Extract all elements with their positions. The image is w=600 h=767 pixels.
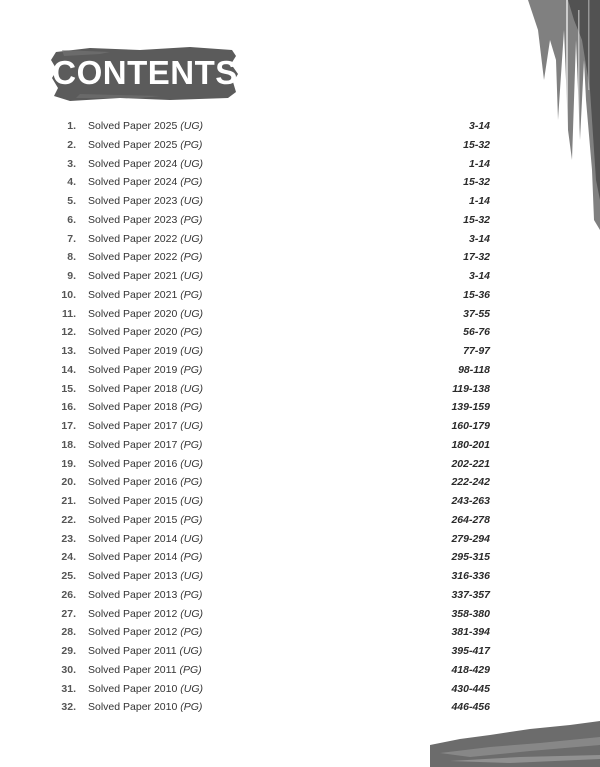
entry-title-text: Solved Paper 2020 xyxy=(88,307,181,320)
entry-level-tag: (PG) xyxy=(180,513,203,526)
entry-title xyxy=(88,698,202,717)
entry-number: 3. xyxy=(67,157,76,170)
entry-page-range: 139-159 xyxy=(451,401,490,414)
entry-level-tag: (PG) xyxy=(180,551,203,564)
entry-page-range: 3-14 xyxy=(468,232,490,245)
toc-entry xyxy=(58,680,498,699)
entry-level-tag: (PG) xyxy=(180,588,203,601)
entry-number: 17. xyxy=(61,420,76,432)
entry-title-text: Solved Paper 2010 xyxy=(88,701,181,714)
entry-page-range: 202-221 xyxy=(451,457,490,470)
toc-entry xyxy=(58,661,498,680)
entry-title xyxy=(88,361,202,380)
entry-number: 9. xyxy=(67,270,76,282)
entry-title-text: Solved Paper 2016 xyxy=(88,476,181,489)
toc-entry xyxy=(58,605,498,624)
entry-title xyxy=(88,661,202,680)
entry-title xyxy=(88,286,202,305)
toc-entry xyxy=(58,586,498,605)
entry-number: 31. xyxy=(61,682,76,695)
entry-title-text: Solved Paper 2015 xyxy=(88,495,181,507)
entry-title xyxy=(88,230,203,249)
entry-number: 14. xyxy=(61,363,76,376)
entry-page-range: 418-429 xyxy=(451,663,490,676)
entry-title xyxy=(88,117,203,136)
entry-title-text: Solved Paper 2019 xyxy=(88,363,181,376)
entry-number: 29. xyxy=(61,645,76,657)
toc-entry xyxy=(58,567,498,586)
entry-title-text: Solved Paper 2021 xyxy=(88,288,181,301)
toc-entry xyxy=(58,623,498,642)
toc-entry xyxy=(58,511,498,530)
toc-entry xyxy=(58,530,498,549)
entry-title-text: Solved Paper 2015 xyxy=(88,513,181,526)
entry-number: 1. xyxy=(67,120,76,132)
toc-entry xyxy=(58,173,498,192)
entry-page-range: 77-97 xyxy=(463,345,490,357)
entry-page-range: 381-394 xyxy=(451,626,490,639)
entry-title-text: Solved Paper 2014 xyxy=(88,551,181,564)
entry-page-range: 15-32 xyxy=(463,176,490,189)
entry-number: 21. xyxy=(61,495,76,507)
entry-number: 5. xyxy=(67,195,76,207)
toc-entry xyxy=(58,455,498,474)
entry-level-tag: (PG) xyxy=(180,138,203,151)
entry-level-tag: (UG) xyxy=(180,232,203,245)
entry-number: 8. xyxy=(67,251,76,264)
entry-level-tag: (PG) xyxy=(180,701,203,714)
entry-title-text: Solved Paper 2016 xyxy=(88,457,181,470)
entry-page-range: 358-380 xyxy=(451,607,490,620)
entry-title-text: Solved Paper 2024 xyxy=(88,157,181,170)
brush-stroke-decoration xyxy=(528,0,600,230)
entry-level-tag: (UG) xyxy=(180,270,203,282)
entry-title xyxy=(88,605,203,624)
entry-title-text: Solved Paper 2017 xyxy=(88,420,181,432)
entry-level-tag: (UG) xyxy=(180,682,203,695)
entry-page-range: 98-118 xyxy=(458,363,490,376)
entry-level-tag: (UG) xyxy=(180,457,203,470)
entry-page-range: 337-357 xyxy=(451,588,490,601)
entry-number: 27. xyxy=(61,607,76,620)
toc-entry xyxy=(58,642,498,661)
entry-title xyxy=(88,305,203,324)
entry-number: 19. xyxy=(61,457,76,470)
entry-title xyxy=(88,380,203,399)
entry-number: 25. xyxy=(61,570,76,582)
entry-title-text: Solved Paper 2013 xyxy=(88,588,181,601)
entry-title-text: Solved Paper 2012 xyxy=(88,626,181,639)
entry-title-text: Solved Paper 2019 xyxy=(88,345,181,357)
toc-entry xyxy=(58,248,498,267)
entry-title xyxy=(88,248,202,267)
entry-level-tag: (PG) xyxy=(180,401,203,414)
entry-page-range: 243-263 xyxy=(451,495,490,507)
entry-title-text: Solved Paper 2010 xyxy=(88,682,181,695)
entry-title-text: Solved Paper 2017 xyxy=(88,438,181,451)
entry-page-range: 15-32 xyxy=(463,138,490,151)
entry-title xyxy=(88,155,203,174)
entry-page-range: 15-36 xyxy=(463,288,490,301)
toc-entry xyxy=(58,342,498,361)
entry-title xyxy=(88,567,203,586)
toc-entry xyxy=(58,211,498,230)
entry-page-range: 3-14 xyxy=(468,120,490,132)
contents-heading-banner xyxy=(50,44,240,102)
entry-title-text: Solved Paper 2020 xyxy=(88,326,181,339)
toc-entry xyxy=(58,473,498,492)
entry-page-range: 3-14 xyxy=(468,270,490,282)
entry-level-tag: (UG) xyxy=(179,645,203,657)
entry-number: 26. xyxy=(61,588,76,601)
entry-page-range: 295-315 xyxy=(451,551,490,564)
toc-entry xyxy=(58,548,498,567)
entry-page-range: 430-445 xyxy=(451,682,490,695)
entry-title-text: Solved Paper 2025 xyxy=(88,120,181,132)
entry-number: 11. xyxy=(61,307,76,320)
entry-page-range: 264-278 xyxy=(451,513,490,526)
entry-level-tag: (UG) xyxy=(180,345,203,357)
entry-page-range: 160-179 xyxy=(451,420,490,432)
entry-number: 12. xyxy=(61,326,76,339)
toc-entry xyxy=(58,192,498,211)
entry-page-range: 446-456 xyxy=(451,701,490,714)
entry-number: 24. xyxy=(61,551,76,564)
entry-level-tag: (PG) xyxy=(180,476,203,489)
entry-level-tag: (UG) xyxy=(180,195,203,207)
entry-title-text: Solved Paper 2024 xyxy=(88,176,181,189)
entry-title xyxy=(88,548,202,567)
entry-level-tag: (PG) xyxy=(180,176,203,189)
entry-title xyxy=(88,511,202,530)
entry-title-text: Solved Paper 2011 xyxy=(88,663,180,676)
entry-number: 15. xyxy=(61,382,76,395)
entry-number: 18. xyxy=(61,438,76,451)
entry-level-tag: (PG) xyxy=(180,251,203,264)
entry-level-tag: (UG) xyxy=(180,420,203,432)
toc-entry xyxy=(58,305,498,324)
toc-entry xyxy=(58,436,498,455)
entry-title-text: Solved Paper 2018 xyxy=(88,382,181,395)
toc-entry xyxy=(58,380,498,399)
entry-title-text: Solved Paper 2023 xyxy=(88,213,181,226)
entry-title xyxy=(88,530,203,549)
entry-title xyxy=(88,473,202,492)
entry-level-tag: (UG) xyxy=(180,532,203,545)
entry-level-tag: (UG) xyxy=(180,157,203,170)
entry-page-range: 56-76 xyxy=(463,326,490,339)
entry-page-range: 279-294 xyxy=(451,532,490,545)
entry-page-range: 395-417 xyxy=(451,645,490,657)
entry-page-range: 119-138 xyxy=(452,382,490,395)
entry-level-tag: (PG) xyxy=(180,288,203,301)
entry-level-tag: (PG) xyxy=(180,363,203,376)
entry-number: 22. xyxy=(61,513,76,526)
entry-title xyxy=(88,642,202,661)
entry-title-text: Solved Paper 2022 xyxy=(88,251,181,264)
toc-entry xyxy=(58,361,498,380)
toc-entry xyxy=(58,492,498,511)
page-title: CONTENTS xyxy=(52,54,238,91)
toc-entry xyxy=(58,323,498,342)
entry-number: 30. xyxy=(61,663,76,676)
entry-title xyxy=(88,173,202,192)
entry-level-tag: (UG) xyxy=(180,607,203,620)
entry-title xyxy=(88,455,203,474)
entry-number: 20. xyxy=(61,476,76,489)
entry-title-text: Solved Paper 2021 xyxy=(88,270,181,282)
table-of-contents xyxy=(58,117,498,717)
entry-title xyxy=(88,398,202,417)
toc-entry xyxy=(58,286,498,305)
toc-entry xyxy=(58,417,498,436)
entry-level-tag: (PG) xyxy=(180,438,203,451)
entry-page-range: 180-201 xyxy=(451,438,490,451)
entry-level-tag: (PG) xyxy=(179,663,202,676)
entry-level-tag: (PG) xyxy=(180,326,203,339)
toc-entry xyxy=(58,136,498,155)
entry-page-range: 1-14 xyxy=(468,157,490,170)
entry-level-tag: (PG) xyxy=(180,213,203,226)
entry-title-text: Solved Paper 2014 xyxy=(88,532,181,545)
entry-title-text: Solved Paper 2011 xyxy=(88,645,180,657)
entry-level-tag: (UG) xyxy=(180,307,203,320)
entry-number: 7. xyxy=(67,232,76,245)
entry-page-range: 37-55 xyxy=(463,307,490,320)
entry-title xyxy=(88,417,203,436)
toc-entry xyxy=(58,267,498,286)
entry-title xyxy=(88,680,203,699)
toc-entry xyxy=(58,155,498,174)
entry-page-range: 222-242 xyxy=(451,476,490,489)
entry-title xyxy=(88,623,202,642)
entry-title xyxy=(88,436,202,455)
toc-entry xyxy=(58,698,498,717)
entry-title xyxy=(88,267,203,286)
entry-title-text: Solved Paper 2022 xyxy=(88,232,181,245)
entry-title-text: Solved Paper 2018 xyxy=(88,401,181,414)
entry-title-text: Solved Paper 2013 xyxy=(88,570,181,582)
entry-title-text: Solved Paper 2012 xyxy=(88,607,181,620)
toc-entry xyxy=(58,398,498,417)
toc-entry xyxy=(58,230,498,249)
entry-page-range: 1-14 xyxy=(468,195,490,207)
entry-level-tag: (UG) xyxy=(180,495,203,507)
entry-level-tag: (PG) xyxy=(180,626,203,639)
entry-level-tag: (UG) xyxy=(180,570,203,582)
entry-level-tag: (UG) xyxy=(180,382,203,395)
entry-number: 28. xyxy=(61,626,76,639)
entry-title xyxy=(88,492,203,511)
entry-title xyxy=(88,342,203,361)
entry-number: 23. xyxy=(61,532,76,545)
entry-title-text: Solved Paper 2025 xyxy=(88,138,181,151)
entry-title xyxy=(88,586,202,605)
entry-number: 16. xyxy=(61,401,76,414)
entry-page-range: 316-336 xyxy=(451,570,490,582)
entry-number: 10. xyxy=(61,288,76,301)
entry-level-tag: (UG) xyxy=(180,120,203,132)
entry-title xyxy=(88,323,202,342)
entry-page-range: 17-32 xyxy=(463,251,490,264)
entry-number: 4. xyxy=(67,176,76,189)
entry-number: 2. xyxy=(67,138,76,151)
entry-number: 13. xyxy=(61,345,76,357)
entry-title-text: Solved Paper 2023 xyxy=(88,195,181,207)
entry-title xyxy=(88,136,202,155)
toc-entry xyxy=(58,117,498,136)
entry-number: 32. xyxy=(61,701,76,714)
entry-title xyxy=(88,192,203,211)
brush-stroke-bottom-decoration xyxy=(430,717,600,767)
entry-page-range: 15-32 xyxy=(463,213,490,226)
entry-title xyxy=(88,211,202,230)
entry-number: 6. xyxy=(67,213,76,226)
